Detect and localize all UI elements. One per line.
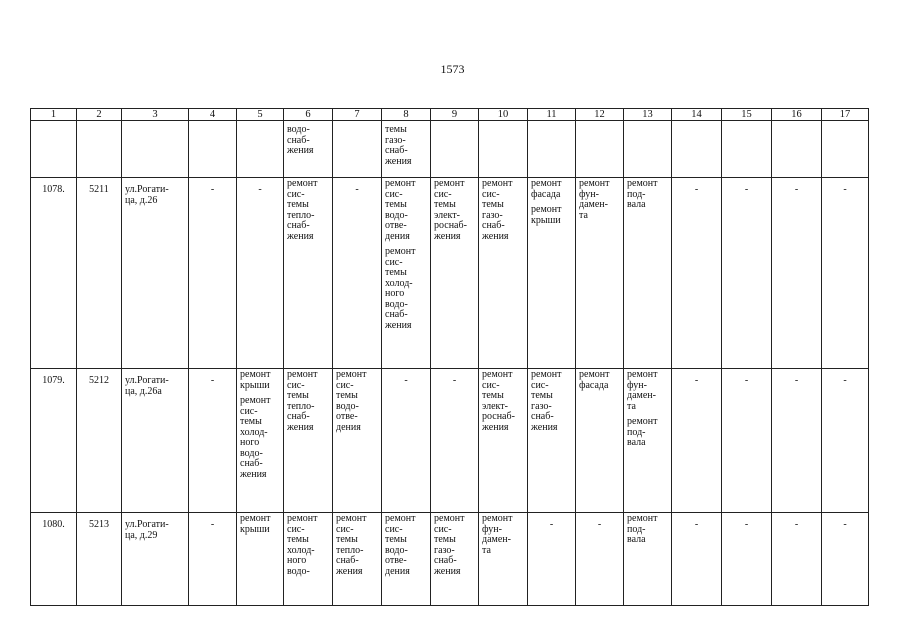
work-item: [287, 370, 329, 433]
column-header: 2: [77, 109, 122, 121]
work-item: [482, 370, 524, 433]
work-text-line: ремонт: [482, 369, 513, 380]
table-cell: [479, 178, 528, 369]
work-text-line: жения: [385, 319, 412, 331]
work-text-line: сис-: [385, 523, 403, 535]
work-text-line: ремонт: [287, 178, 318, 189]
table-cell: [237, 513, 284, 606]
work-text-line: тепло-: [287, 209, 315, 221]
table-cell: [576, 369, 624, 513]
work-text-line: вала: [627, 199, 646, 210]
column-header: 9: [431, 109, 479, 121]
work-text-line: темы: [385, 124, 407, 135]
work-text-line: ремонт: [385, 178, 416, 189]
work-item: [336, 370, 378, 433]
work-item: [482, 179, 524, 242]
work-text-line: ного: [240, 437, 260, 448]
table-cell: -: [528, 513, 576, 606]
table-cell: [77, 121, 122, 178]
work-text-line: ремонт: [287, 369, 318, 380]
repair-register-table: [30, 108, 869, 606]
table-cell: [431, 513, 479, 606]
work-text-line: ремонт: [627, 369, 658, 380]
work-text-line: сис-: [385, 188, 403, 200]
address-line: ул.Рогати-: [125, 375, 169, 386]
table-cell: [722, 121, 772, 178]
work-text-line: жения: [287, 230, 314, 242]
work-text-line: водо-: [385, 544, 408, 556]
work-text-line: отве-: [385, 220, 407, 231]
table-cell: -: [772, 369, 822, 513]
work-text-line: фун-: [627, 379, 647, 391]
table-cell: [528, 369, 576, 513]
table-row: [31, 121, 869, 178]
column-header: 17: [822, 109, 869, 121]
work-text-line: отве-: [336, 411, 358, 422]
column-header: 10: [479, 109, 528, 121]
table-cell: [237, 121, 284, 178]
work-text-line: газо-: [434, 544, 455, 556]
table-cell: -: [672, 513, 722, 606]
work-text-line: темы: [385, 267, 407, 278]
work-text-line: сис-: [336, 379, 354, 391]
table-cell: [624, 369, 672, 513]
work-text-line: элект-: [482, 400, 508, 412]
work-text-line: темы: [287, 199, 309, 210]
address-line: ца, д.29: [125, 529, 158, 541]
work-text-line: тепло-: [336, 544, 364, 556]
work-text-line: снаб-: [336, 555, 359, 566]
table-cell: [822, 121, 869, 178]
work-text-line: та: [482, 544, 491, 556]
work-text-line: снаб-: [240, 458, 263, 469]
work-item: [482, 514, 524, 556]
work-text-line: газо-: [531, 400, 552, 412]
work-text-line: темы: [385, 199, 407, 210]
work-text-line: снаб-: [287, 134, 310, 146]
work-item: [385, 514, 427, 577]
work-text-line: снаб-: [482, 220, 505, 231]
table-cell: -: [822, 513, 869, 606]
table-cell: -: [333, 178, 382, 369]
work-item: [434, 514, 475, 577]
work-text-line: ремонт: [434, 178, 465, 189]
work-text-line: темы: [336, 534, 358, 545]
table-cell: -: [431, 369, 479, 513]
column-header: 4: [189, 109, 237, 121]
work-text-line: сис-: [336, 523, 354, 535]
work-text-line: ремонт: [336, 369, 367, 380]
work-item: [627, 370, 668, 412]
column-header: 8: [382, 109, 431, 121]
work-text-line: сис-: [287, 523, 305, 535]
work-text-line: роснаб-: [482, 411, 515, 422]
work-text-line: снаб-: [531, 411, 554, 422]
work-text-line: ремонт: [482, 178, 513, 189]
work-text-line: темы: [287, 534, 309, 545]
work-text-line: жения: [336, 565, 363, 577]
work-text-line: жения: [240, 468, 267, 480]
table-cell: [122, 369, 189, 513]
work-text-line: жения: [434, 230, 461, 242]
work-item: [385, 125, 427, 167]
table-cell: [284, 121, 333, 178]
work-text-line: сис-: [385, 256, 403, 268]
work-text-line: ремонт: [627, 416, 658, 427]
work-text-line: холод-: [287, 544, 315, 556]
work-text-line: фасада: [531, 188, 561, 200]
table-cell: [576, 178, 624, 369]
work-text-line: роснаб-: [434, 220, 467, 231]
work-text-line: дамен-: [579, 199, 608, 210]
table-cell: -: [189, 369, 237, 513]
work-text-line: жения: [287, 145, 314, 156]
table-cell: [624, 178, 672, 369]
work-text-line: дения: [385, 230, 410, 242]
work-item: [627, 179, 668, 211]
work-text-line: холод-: [385, 277, 413, 289]
work-text-line: дения: [336, 421, 361, 433]
table-row: [31, 369, 869, 513]
work-text-line: ного: [287, 555, 307, 566]
table-cell: [479, 513, 528, 606]
work-text-line: дамен-: [482, 534, 511, 545]
work-item: [240, 396, 280, 480]
table-cell: -: [772, 513, 822, 606]
work-text-line: под-: [627, 426, 646, 438]
work-text-line: темы: [482, 199, 504, 210]
table-cell: -: [822, 369, 869, 513]
work-text-line: ремонт: [531, 204, 562, 215]
work-item: [287, 179, 329, 242]
work-text-line: дения: [385, 565, 410, 577]
table-cell: [672, 121, 722, 178]
work-text-line: дамен-: [627, 390, 656, 401]
work-text-line: крыши: [531, 214, 561, 226]
table-cell: -: [189, 178, 237, 369]
column-header: 11: [528, 109, 576, 121]
work-text-line: крыши: [240, 523, 270, 535]
work-text-line: под-: [627, 188, 646, 200]
table-cell: 5211: [77, 178, 122, 369]
work-text-line: сис-: [434, 188, 452, 200]
work-text-line: темы: [434, 534, 456, 545]
work-text-line: снаб-: [385, 145, 408, 156]
table-cell: [528, 121, 576, 178]
table-cell: [189, 121, 237, 178]
table-cell: 1078.: [31, 178, 77, 369]
work-text-line: отве-: [385, 555, 407, 566]
work-text-line: ремонт: [240, 369, 271, 380]
work-text-line: ремонт: [336, 513, 367, 524]
column-header: 5: [237, 109, 284, 121]
table-cell: 1080.: [31, 513, 77, 606]
table-cell: -: [237, 178, 284, 369]
table-cell: 5213: [77, 513, 122, 606]
table-row: [31, 513, 869, 606]
work-text-line: та: [579, 209, 588, 221]
work-text-line: темы: [385, 534, 407, 545]
work-text-line: газо-: [482, 209, 503, 221]
work-text-line: сис-: [287, 379, 305, 391]
table-cell: -: [772, 178, 822, 369]
work-text-line: жения: [482, 230, 509, 242]
table-cell: [284, 369, 333, 513]
column-header: 13: [624, 109, 672, 121]
table-cell: [772, 121, 822, 178]
work-text-line: сис-: [531, 379, 549, 391]
table-cell: [479, 121, 528, 178]
work-text-line: сис-: [240, 405, 258, 417]
work-text-line: ремонт: [531, 178, 562, 189]
table-cell: [576, 121, 624, 178]
table-cell: [122, 121, 189, 178]
table-cell: 1079.: [31, 369, 77, 513]
work-text-line: вала: [627, 437, 646, 448]
work-text-line: ремонт: [287, 513, 318, 524]
column-header: 6: [284, 109, 333, 121]
work-text-line: ремонт: [434, 513, 465, 524]
address-line: ул.Рогати-: [125, 519, 169, 530]
work-item: [385, 179, 427, 242]
work-text-line: ремонт: [579, 369, 610, 380]
work-text-line: темы: [240, 416, 262, 427]
work-text-line: газо-: [385, 134, 406, 146]
work-text-line: сис-: [287, 188, 305, 200]
work-text-line: сис-: [482, 379, 500, 391]
column-header: 12: [576, 109, 624, 121]
work-text-line: элект-: [434, 209, 460, 221]
table-cell: [333, 121, 382, 178]
work-text-line: водо-: [240, 447, 263, 459]
work-item: [385, 247, 427, 331]
work-item: [579, 179, 620, 221]
work-text-line: жения: [531, 421, 558, 433]
work-text-line: ремонт: [385, 246, 416, 257]
table-cell: [528, 178, 576, 369]
page-number: 1573: [440, 62, 465, 76]
table-cell: 5212: [77, 369, 122, 513]
table-cell: [284, 513, 333, 606]
work-item: [531, 370, 572, 433]
work-text-line: ремонт: [627, 178, 658, 189]
table-cell: [431, 178, 479, 369]
work-item: [627, 514, 668, 546]
table-cell: -: [722, 178, 772, 369]
work-text-line: водо-: [287, 565, 310, 577]
work-text-line: жения: [385, 155, 412, 167]
work-text-line: холод-: [240, 426, 268, 438]
table-cell: [624, 513, 672, 606]
work-text-line: ремонт: [482, 513, 513, 524]
column-header: 7: [333, 109, 382, 121]
work-text-line: ремонт: [531, 369, 562, 380]
work-text-line: водо-: [385, 298, 408, 310]
work-text-line: под-: [627, 523, 646, 535]
column-number-row: [31, 109, 869, 121]
work-text-line: водо-: [385, 209, 408, 221]
work-text-line: снаб-: [287, 411, 310, 422]
table-cell: [431, 121, 479, 178]
table-cell: [479, 369, 528, 513]
column-header: 3: [122, 109, 189, 121]
table-cell: [333, 369, 382, 513]
work-item: [531, 205, 572, 226]
work-text-line: темы: [434, 199, 456, 210]
work-text-line: ремонт: [240, 395, 271, 406]
table-cell: -: [672, 369, 722, 513]
work-item: [531, 179, 572, 200]
address-line: ца, д.26а: [125, 385, 162, 397]
work-text-line: фун-: [482, 523, 502, 535]
table-row: [31, 178, 869, 369]
table-cell: -: [382, 369, 431, 513]
work-text-line: снаб-: [287, 220, 310, 231]
work-text-line: темы: [531, 390, 553, 401]
table-cell: -: [822, 178, 869, 369]
work-item: [287, 125, 329, 157]
work-item: [627, 417, 668, 449]
work-text-line: темы: [482, 390, 504, 401]
work-text-line: ремонт: [240, 513, 271, 524]
work-text-line: сис-: [434, 523, 452, 535]
work-text-line: сис-: [482, 188, 500, 200]
column-header: 15: [722, 109, 772, 121]
table-cell: -: [576, 513, 624, 606]
table-cell: [333, 513, 382, 606]
table-cell: -: [189, 513, 237, 606]
work-text-line: ремонт: [579, 178, 610, 189]
work-text-line: тепло-: [287, 400, 315, 412]
table-cell: -: [722, 369, 772, 513]
table-cell: [624, 121, 672, 178]
work-text-line: ремонт: [627, 513, 658, 524]
table-cell: [31, 121, 77, 178]
work-item: [240, 514, 280, 535]
work-item: [336, 514, 378, 577]
work-text-line: вала: [627, 534, 646, 545]
table-cell: [382, 513, 431, 606]
work-text-line: жения: [434, 565, 461, 577]
column-header: 14: [672, 109, 722, 121]
table-cell: [284, 178, 333, 369]
work-item: [434, 179, 475, 242]
table-cell: -: [722, 513, 772, 606]
table-cell: [122, 178, 189, 369]
work-text-line: фун-: [579, 188, 599, 200]
column-header: 1: [31, 109, 77, 121]
column-header: 16: [772, 109, 822, 121]
work-text-line: фасада: [579, 379, 609, 391]
work-text-line: снаб-: [434, 555, 457, 566]
work-text-line: жения: [482, 421, 509, 433]
work-text-line: темы: [287, 390, 309, 401]
work-text-line: водо-: [336, 400, 359, 412]
table-cell: [237, 369, 284, 513]
work-text-line: ремонт: [385, 513, 416, 524]
table-cell: [122, 513, 189, 606]
table-cell: -: [672, 178, 722, 369]
work-text-line: жения: [287, 421, 314, 433]
work-text-line: крыши: [240, 379, 270, 391]
work-text-line: та: [627, 400, 636, 412]
table-cell: [382, 178, 431, 369]
work-text-line: водо-: [287, 124, 310, 135]
work-text-line: темы: [336, 390, 358, 401]
work-item: [240, 370, 280, 391]
work-item: [579, 370, 620, 391]
work-text-line: ного: [385, 288, 405, 299]
work-item: [287, 514, 329, 577]
address-line: ца, д.26: [125, 194, 158, 206]
table-cell: [382, 121, 431, 178]
work-text-line: снаб-: [385, 309, 408, 320]
address-line: ул.Рогати-: [125, 184, 169, 195]
